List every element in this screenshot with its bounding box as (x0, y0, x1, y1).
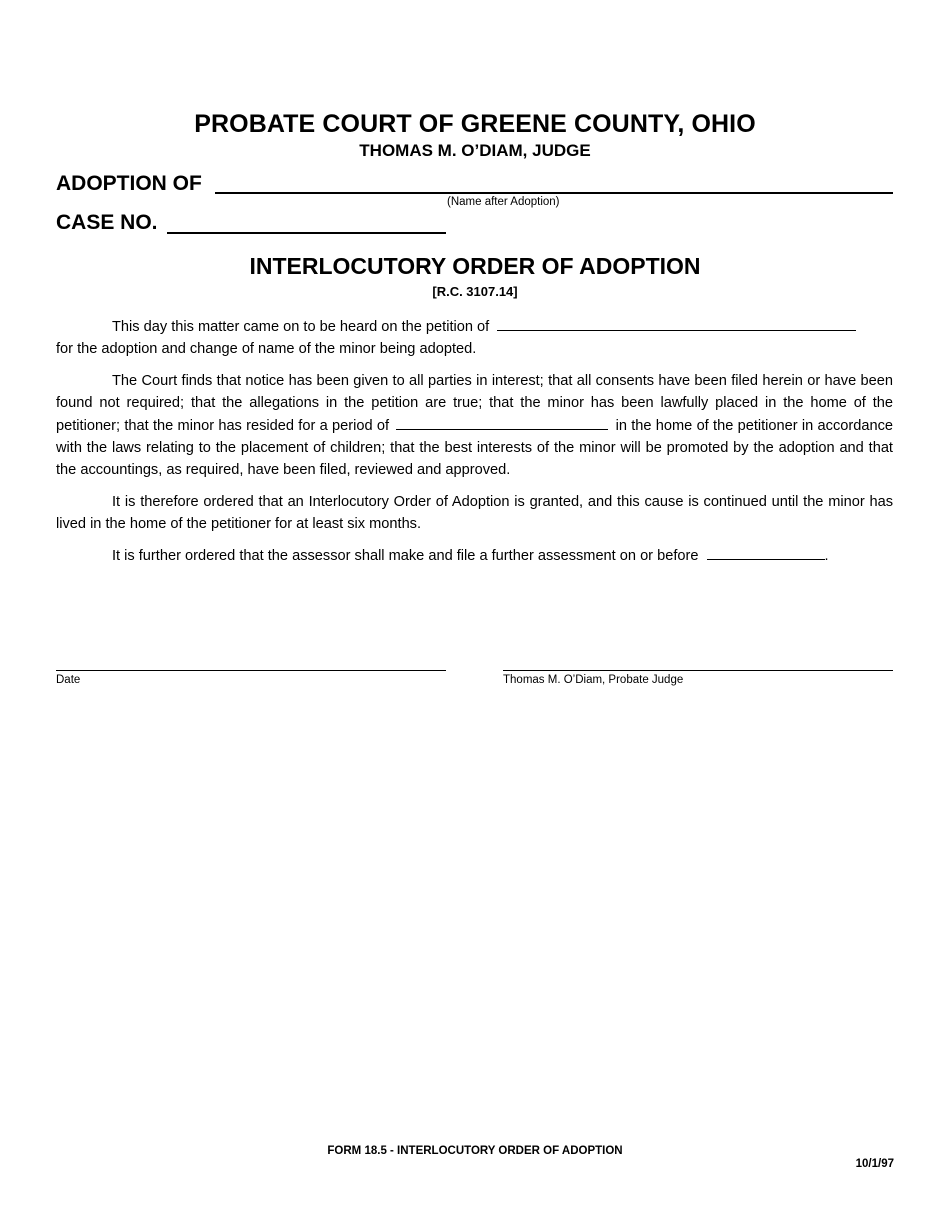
adoption-of-hint: (Name after Adoption) (447, 196, 560, 208)
court-name: PROBATE COURT OF GREENE COUNTY, OHIO (194, 110, 756, 138)
assessment-date-field[interactable] (707, 545, 825, 560)
assessment-period: . (824, 548, 829, 564)
petitioner-name-field[interactable] (497, 316, 856, 331)
revision-date: 10/1/97 (855, 1158, 894, 1170)
paragraph-findings (56, 370, 893, 481)
assessment-text: It is further ordered that the assessor shall make and file a further assessment on or before (112, 548, 699, 564)
petition-text: This day this matter came on to be heard on the petition of (112, 319, 490, 335)
petition-text-continued: for the adoption and change of name of the minor being adopted. (56, 341, 477, 358)
order-title: INTERLOCUTORY ORDER OF ADOPTION (249, 253, 701, 279)
date-signature-line[interactable] (56, 670, 446, 671)
adoption-of-field[interactable] (215, 192, 893, 194)
judge-signature-label: Thomas M. O’Diam, Probate Judge (503, 674, 684, 686)
paragraph-order (56, 491, 893, 536)
form-footer: FORM 18.5 - INTERLOCUTORY ORDER OF ADOPTION (327, 1145, 623, 1157)
date-label: Date (56, 674, 81, 686)
judge-name: THOMAS M. O’DIAM, JUDGE (359, 141, 591, 160)
order-text: It is therefore ordered that an Interlocutory Order of Adoption is granted, and this cause is continued until the minor has lived in the home of the petitioner for at least six months. (56, 494, 893, 533)
paragraph-petition (56, 316, 893, 361)
residence-period-field[interactable] (396, 415, 608, 430)
case-no-label: CASE NO. (56, 211, 158, 234)
judge-signature-line[interactable] (503, 670, 893, 671)
case-no-field[interactable] (167, 232, 446, 234)
statute-reference: [R.C. 3107.14] (432, 284, 518, 299)
adoption-of-label: ADOPTION OF (56, 172, 202, 195)
findings-text: The Court finds that notice has been given to all parties in interest; that all consents have been filed herein or have been found not required; that the allegations in the petition are true; that the minor has been lawfully placed in the home of the petitioner; that the minor has resided for a period of (56, 373, 893, 434)
paragraph-assessment (56, 545, 893, 567)
findings-text-continued: in the home of the petitioner in accordance with the laws relating to the placement of children; that the best interests of the minor will be promoted by the adoption and that the accountings, as required, have been filed, reviewed and approved. (56, 417, 893, 479)
